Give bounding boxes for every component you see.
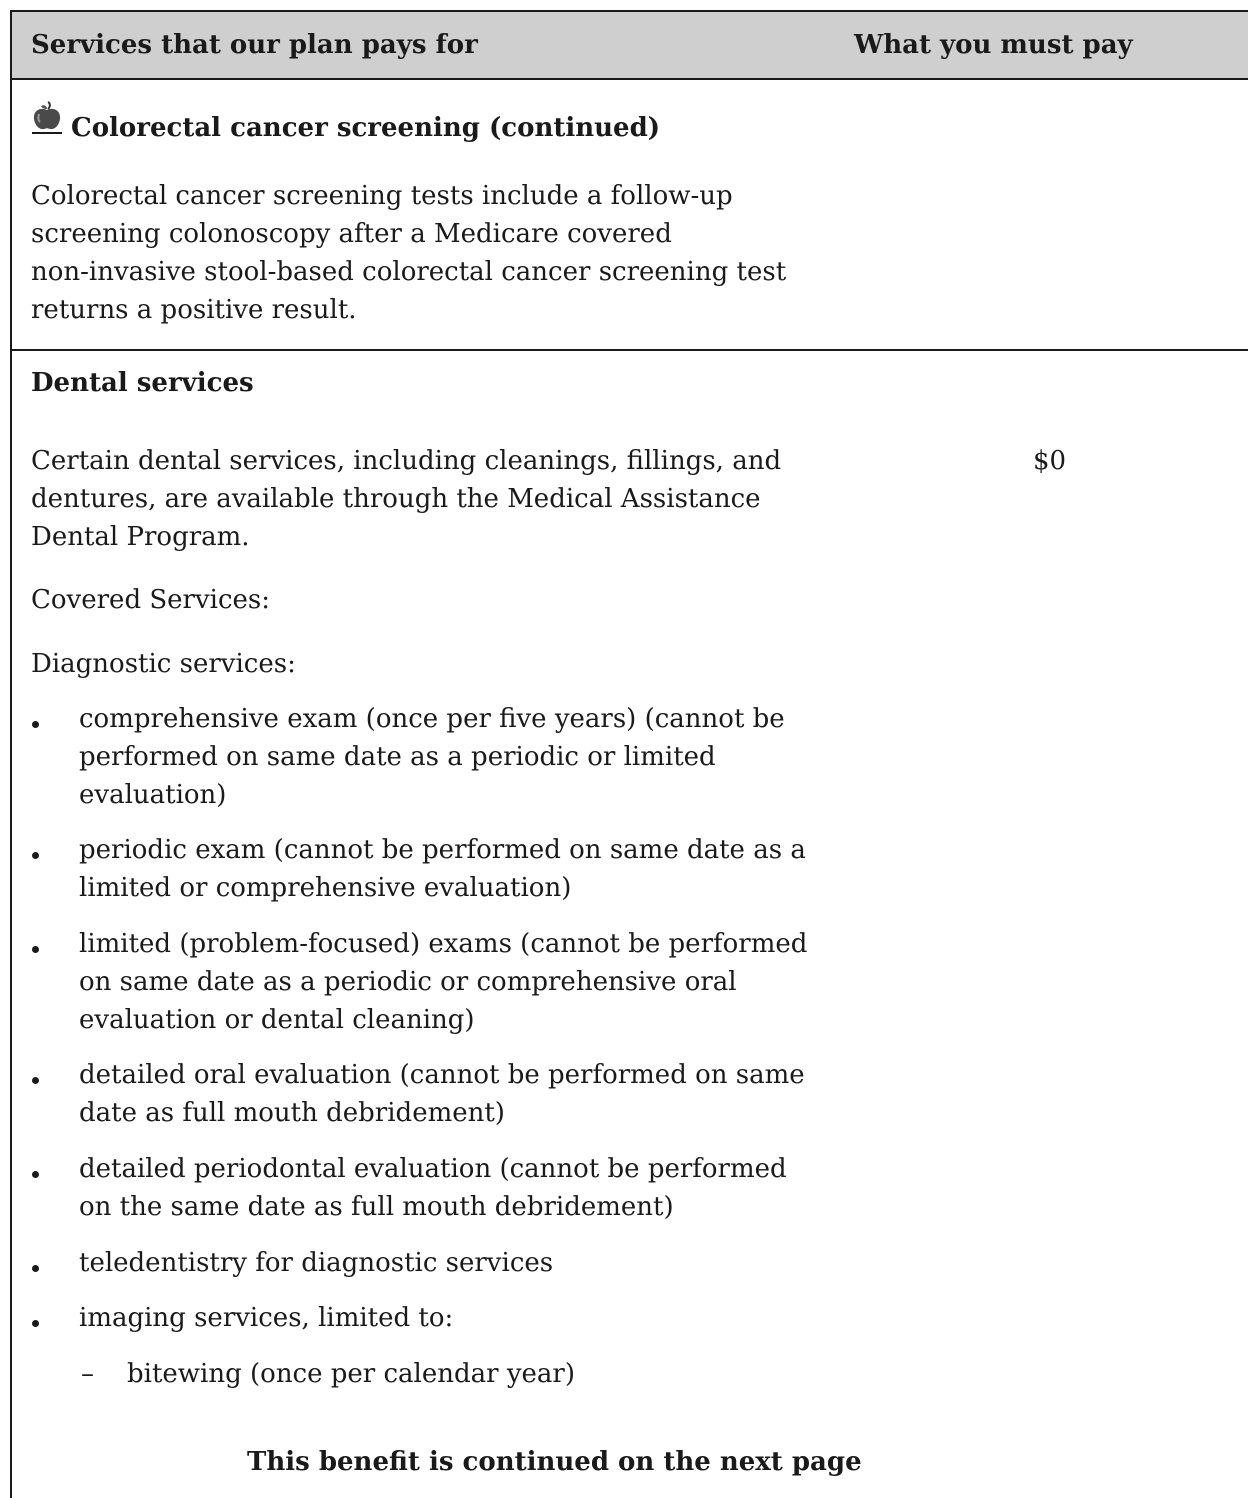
list-item-line: detailed periodontal evaluation (cannot be performed (79, 1154, 787, 1184)
bullet-dot (32, 1265, 39, 1272)
list-item-line: imaging services, limited to: (79, 1303, 454, 1333)
header-cost: What you must pay (854, 30, 1133, 60)
list-item (79, 1244, 553, 1282)
list-item-line: performed on same date as a periodic or limited (79, 742, 716, 772)
dental-intro-line: dentures, are available through the Medical Assistance (31, 484, 761, 514)
colorectal-line: screening colonoscopy after a Medicare covered (31, 219, 672, 249)
list-item (79, 700, 785, 814)
colorectal-title: Colorectal cancer screening (continued) (71, 113, 661, 143)
bullet-dot (32, 852, 39, 859)
dental-intro-line: Certain dental services, including cleanings, fillings, and (31, 446, 782, 476)
dental-cost: $0 (1033, 446, 1067, 476)
sub-list-dash: – (81, 1359, 94, 1389)
colorectal-line: Colorectal cancer screening tests include a follow-up (31, 181, 733, 211)
colorectal-description (31, 177, 786, 329)
list-item-line: on same date as a periodic or comprehensive oral (79, 967, 737, 997)
list-item-line: periodic exam (cannot be performed on same date as a (79, 835, 806, 865)
row-divider (12, 349, 1248, 351)
list-item-line: on the same date as full mouth debridement) (79, 1192, 674, 1222)
list-item-line: detailed oral evaluation (cannot be performed on same (79, 1060, 805, 1090)
bullet-dot (32, 721, 39, 728)
list-item (79, 1299, 453, 1337)
diagnostic-services-label: Diagnostic services: (31, 649, 296, 679)
benefits-table (10, 10, 1248, 1498)
bullet-dot (32, 946, 39, 953)
list-item-line: comprehensive exam (once per five years) (cannot be (79, 704, 785, 734)
list-item (79, 925, 807, 1039)
covered-services-label: Covered Services: (31, 585, 271, 615)
dental-title: Dental services (31, 368, 254, 398)
colorectal-line: non-invasive stool-based colorectal cancer screening test (31, 257, 787, 287)
header-services: Services that our plan pays for (31, 30, 478, 60)
apple-icon (31, 100, 63, 136)
list-item-line: evaluation) (79, 780, 227, 810)
bullet-dot (32, 1320, 39, 1327)
sub-list-item: bitewing (once per calendar year) (127, 1359, 575, 1389)
bullet-dot (32, 1171, 39, 1178)
dental-intro-line: Dental Program. (31, 522, 250, 552)
list-item-line: evaluation or dental cleaning) (79, 1005, 475, 1035)
table-header (12, 12, 1248, 80)
list-item (79, 1056, 805, 1132)
list-item (79, 1150, 787, 1226)
colorectal-line: returns a positive result. (31, 295, 357, 325)
dental-intro (31, 442, 781, 556)
list-item-line: teledentistry for diagnostic services (79, 1248, 554, 1278)
list-item-line: limited (problem-focused) exams (cannot be performed (79, 929, 808, 959)
bullet-dot (32, 1077, 39, 1084)
list-item (79, 831, 806, 907)
list-item-line: date as full mouth debridement) (79, 1098, 505, 1128)
continued-note: This benefit is continued on the next page (247, 1447, 862, 1477)
list-item-line: limited or comprehensive evaluation) (79, 873, 572, 903)
